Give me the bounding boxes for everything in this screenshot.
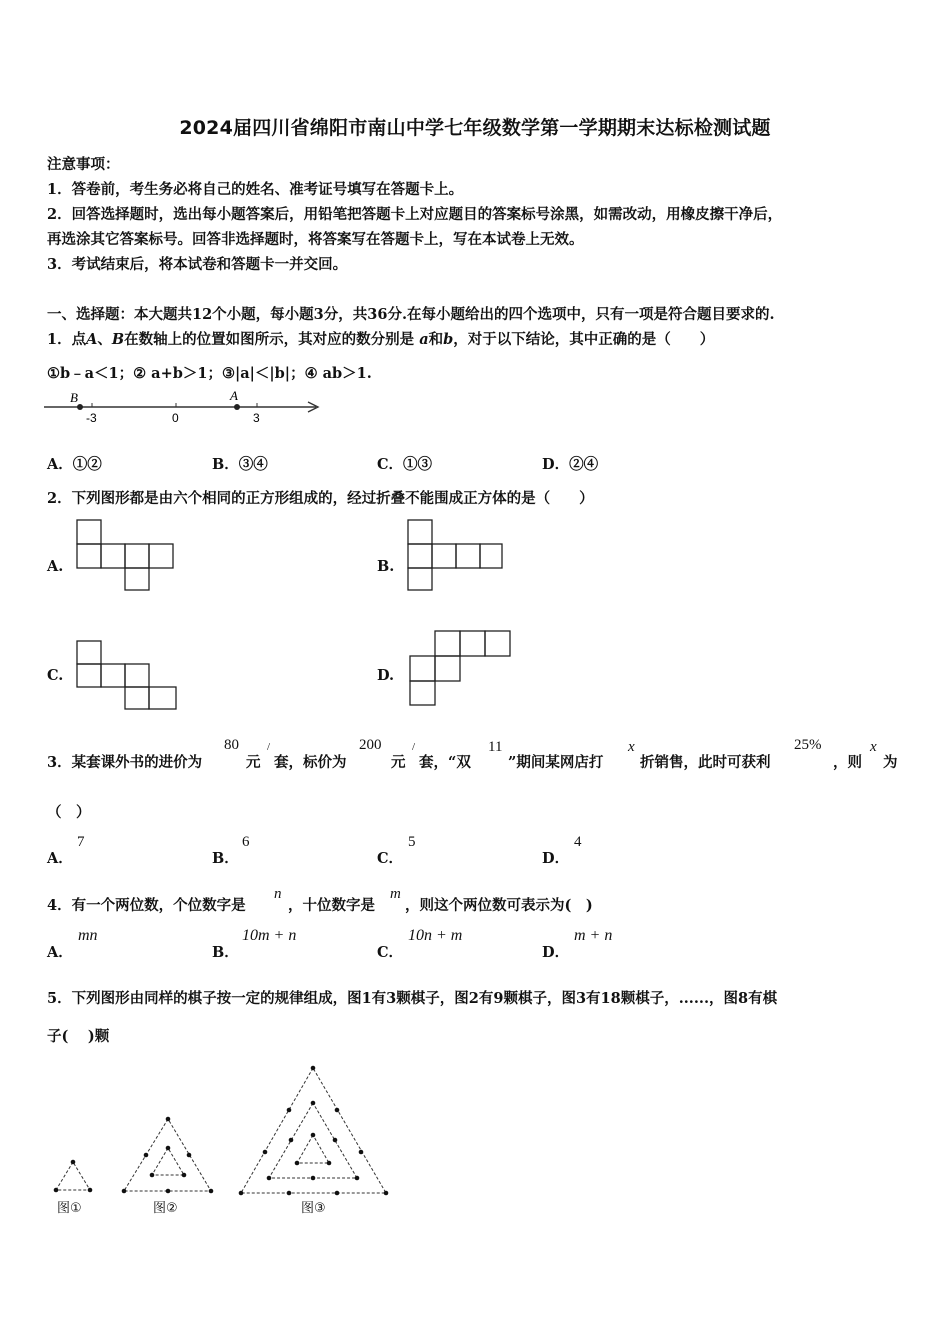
q1-var-a: a xyxy=(419,331,429,348)
q1-point-a xyxy=(234,404,240,410)
q3-option-c-value: 5 xyxy=(408,834,416,850)
q3-option-a-label: A． xyxy=(47,850,73,867)
q1-var-b: b xyxy=(443,331,454,348)
q3-p4: ”期间某网店打 xyxy=(508,754,604,771)
notice-line-2b: 再选涂其它答案标号。回答非选择题时，将答案写在答题卡上，写在本试卷上无效。 xyxy=(47,231,584,248)
q3-unit-2: 元 xyxy=(391,754,406,771)
q2-net-c[interactable] xyxy=(76,640,180,712)
q1-and: 和 xyxy=(428,331,444,348)
q2-net-d[interactable] xyxy=(409,630,515,710)
q1-stem-c: ，对于以下结论，其中正确的是（ ） xyxy=(453,331,715,348)
q2-net-b[interactable] xyxy=(407,519,507,593)
q5-fig-label-3: 图③ xyxy=(301,1201,326,1216)
q1-option-b[interactable]: B．③④ xyxy=(212,456,268,473)
q3-unit-1: 元 xyxy=(246,754,261,771)
notice-line-1: 1．答卷前，考生务必将自己的姓名、准考证号填写在答题卡上。 xyxy=(47,181,464,198)
q1-stem-a: 1．点 xyxy=(47,331,87,348)
q3-paren: （ ） xyxy=(47,804,91,821)
q3-slash-1: / xyxy=(267,741,271,753)
q5-fig-label-1: 图① xyxy=(57,1201,82,1216)
q4-p1: 4．有一个两位数，个位数字是 xyxy=(47,897,246,914)
q4-p3: ，则这个两位数可表示为( ) xyxy=(405,897,593,914)
q4-option-d-label: D． xyxy=(542,944,570,961)
q1-tick-label-3: 3 xyxy=(253,411,260,425)
q3-option-b[interactable] xyxy=(212,847,239,868)
q3-price-80: 80 xyxy=(224,737,239,753)
q1-sep: 、 xyxy=(97,331,112,348)
q2-stem: 2．下列图形都是由六个相同的正方形组成的，经过折叠不能围成正方体的是（ ） xyxy=(47,490,594,507)
q3-p7: 为 xyxy=(883,754,898,771)
q4-option-c[interactable] xyxy=(377,941,403,962)
q1-stem xyxy=(47,328,714,349)
q4-option-c-value: 10n + m xyxy=(408,927,463,944)
q3-p6: ，则 xyxy=(833,754,862,771)
q4-option-a[interactable] xyxy=(47,941,73,962)
q3-p1: 3．某套课外书的进价为 xyxy=(47,754,203,771)
q3-p2: 套，标价为 xyxy=(274,754,347,771)
q3-option-b-label: B． xyxy=(212,850,239,867)
q2-label-a[interactable]: A. xyxy=(47,558,64,575)
q3-option-c-label: C． xyxy=(377,850,404,867)
q5-fig-label-2: 图② xyxy=(153,1201,178,1216)
q1-label-a: A xyxy=(230,388,238,403)
q3-p3: 套，“双 xyxy=(419,754,471,771)
q3-v11: 11 xyxy=(488,739,503,755)
q2-net-a[interactable] xyxy=(76,519,180,593)
q1-conditions: ①b﹣a＜1；② a+b＞1；③|a|＜|b|；④ ab＞1. xyxy=(47,365,372,382)
section-heading: 一、选择题：本大题共12个小题，每小题3分，共36分.在每小题给出的四个选项中，只有一项是符合题目要求的. xyxy=(47,306,775,323)
q4-option-b-label: B． xyxy=(212,944,239,961)
q1-stem-b: 在数轴上的位置如图所示，其对应的数分别是 xyxy=(124,331,415,348)
q3-option-c[interactable] xyxy=(377,847,403,868)
q4-option-d-value: m + n xyxy=(574,927,613,944)
q1-point-b-label: B xyxy=(111,331,125,348)
q3-var-x2: x xyxy=(870,739,877,755)
q4-var-n: n xyxy=(274,886,282,902)
q4-var-m: m xyxy=(390,886,401,902)
q5-figure-1 xyxy=(54,1160,93,1193)
q3-option-d-value: 4 xyxy=(574,834,582,850)
q3-profit: 25% xyxy=(794,737,822,753)
q1-point-a-label: A xyxy=(86,331,98,348)
q1-option-c[interactable]: C．①③ xyxy=(377,456,433,473)
q5-stem-1: 5．下列图形由同样的棋子按一定的规律组成，图1有3颗棋子，图2有9颗棋子，图3有18颗棋子，......，图8有棋 xyxy=(47,990,778,1007)
q2-label-d[interactable]: D. xyxy=(377,667,395,684)
q5-figure-3 xyxy=(239,1066,389,1196)
q3-var-x: x xyxy=(628,739,635,755)
q3-option-d[interactable] xyxy=(542,847,569,868)
q1-option-a[interactable]: A．①② xyxy=(47,456,102,473)
q5-stem-2: 子( )颗 xyxy=(47,1028,110,1045)
q5-figure-2 xyxy=(122,1117,214,1194)
q4-option-a-label: A． xyxy=(47,944,73,961)
q1-tick-label-0: 0 xyxy=(172,411,179,425)
q3-option-d-label: D． xyxy=(542,850,570,867)
page-title: 2024届四川省绵阳市南山中学七年级数学第一学期期末达标检测试题 xyxy=(179,117,771,139)
q4-option-d[interactable] xyxy=(542,941,569,962)
q3-option-a[interactable] xyxy=(47,847,73,868)
q3-slash-2: / xyxy=(412,741,416,753)
notice-heading: 注意事项： xyxy=(47,156,120,173)
notice-line-2: 2．回答选择题时，选出每小题答案后，用铅笔把答题卡上对应题目的答案标号涂黑，如需改动，用橡皮擦干净后， xyxy=(47,206,783,223)
q1-label-b: B xyxy=(70,390,78,405)
q1-tick-label-m3: -3 xyxy=(86,411,97,425)
q4-option-b[interactable] xyxy=(212,941,239,962)
q3-price-200: 200 xyxy=(359,737,382,753)
q4-option-a-value: mn xyxy=(78,927,98,944)
q4-option-b-value: 10m + n xyxy=(242,927,297,944)
q3-option-b-value: 6 xyxy=(242,834,250,850)
q1-option-d[interactable]: D．②④ xyxy=(542,456,599,473)
q3-p5: 折销售，此时可获利 xyxy=(640,754,771,771)
q4-option-c-label: C． xyxy=(377,944,404,961)
q5-figures xyxy=(40,1060,400,1220)
notice-line-3: 3．考试结束后，将本试卷和答题卡一并交回。 xyxy=(47,256,348,273)
q2-label-c[interactable]: C. xyxy=(47,667,64,684)
q4-p2: ，十位数字是 xyxy=(288,897,375,914)
q3-option-a-value: 7 xyxy=(77,834,85,850)
q1-number-line xyxy=(44,388,324,428)
q2-label-b[interactable]: B. xyxy=(377,558,395,575)
